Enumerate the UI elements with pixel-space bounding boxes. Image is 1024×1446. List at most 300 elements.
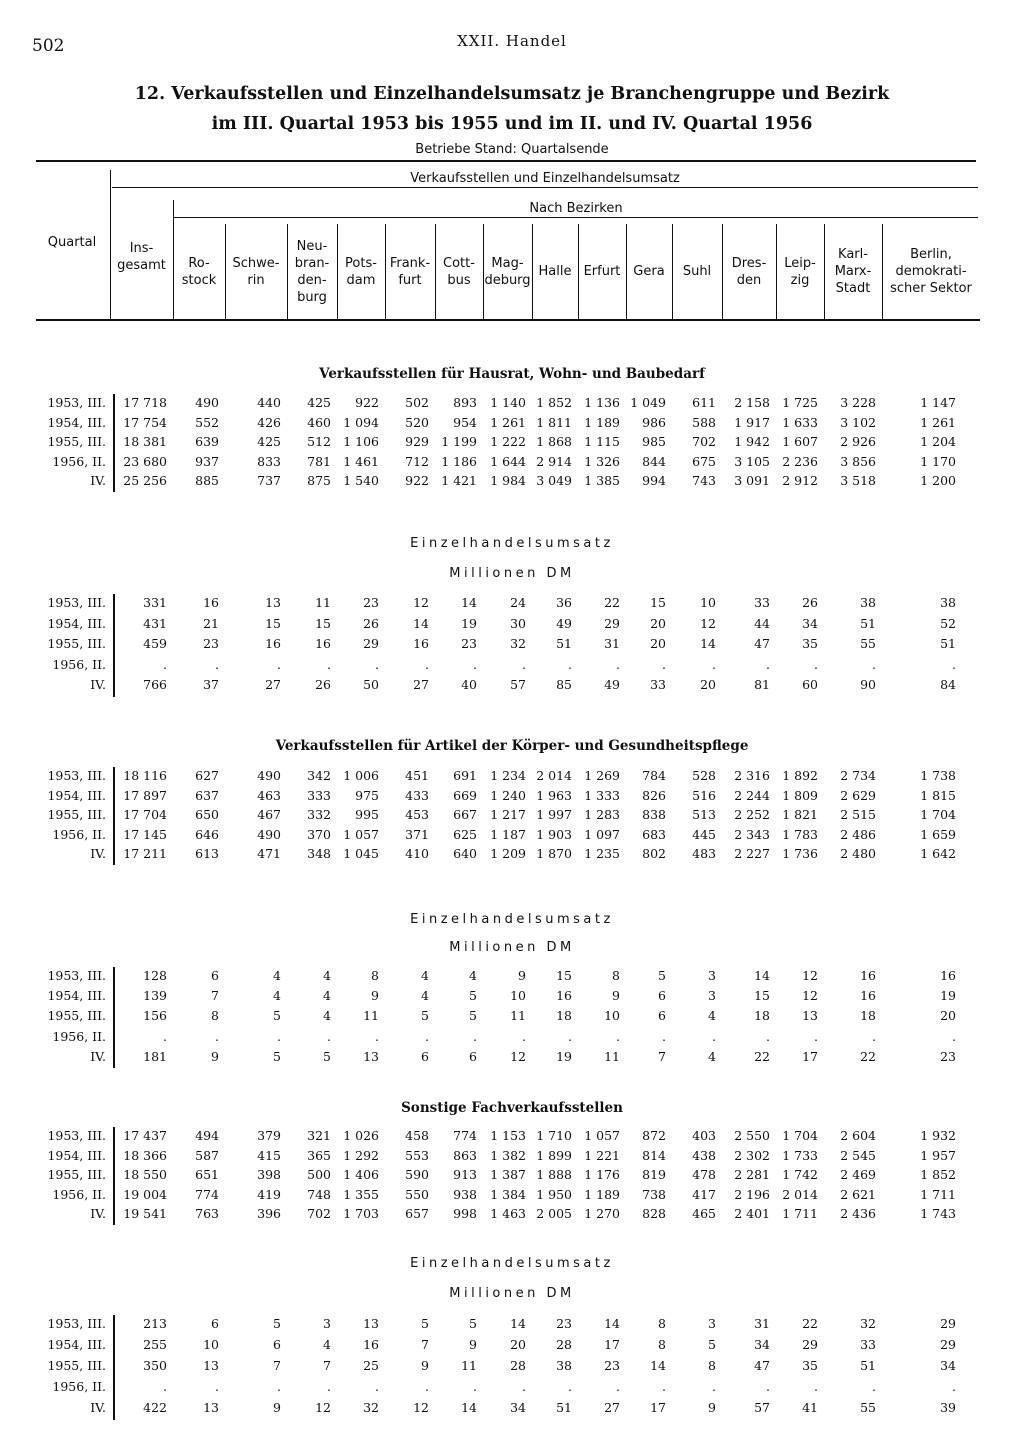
table-cell: 1 026: [343, 1128, 379, 1143]
table-cell: 13: [802, 1008, 818, 1024]
table-cell: 9: [612, 988, 620, 1004]
table-cell: 1 704: [920, 807, 956, 822]
table-cell: 1 711: [782, 1206, 818, 1221]
table-cell: 2 014: [536, 768, 572, 783]
table-cell: 57: [754, 1400, 770, 1415]
table-cell: 8: [708, 1358, 716, 1373]
table-cell: 14: [510, 1316, 526, 1331]
table-cell: 1 917: [734, 414, 770, 430]
table-cell: 51: [556, 636, 572, 651]
table-cell: 23 680: [123, 453, 167, 469]
table-cell: 3: [708, 988, 716, 1004]
table-cell: 28: [510, 1358, 526, 1373]
table-cell: 1 261: [490, 414, 526, 430]
table-cell: 8: [658, 1337, 666, 1352]
table-cell: 431: [143, 615, 167, 631]
column-header: Suhl: [682, 264, 712, 279]
table-cell: 9: [273, 1400, 281, 1415]
table-cell: 19 004: [123, 1186, 167, 1202]
table-cell: 12: [802, 968, 818, 983]
table-cell: 17: [604, 1337, 620, 1352]
table-cell: 1 136: [584, 395, 620, 410]
table-cell: 3 105: [734, 453, 770, 469]
table-cell: 38: [860, 595, 876, 610]
table-cell: 875: [307, 473, 331, 488]
table-cell: 35: [802, 636, 818, 651]
table-cell: .: [766, 1379, 770, 1394]
table-cell: 1 703: [343, 1206, 379, 1221]
table-cell: 550: [405, 1186, 429, 1202]
section-unit: Millionen DM: [449, 566, 575, 581]
table-cell: 9: [518, 968, 526, 983]
row-label: 1955, III.: [47, 636, 106, 651]
table-cell: 20: [700, 677, 716, 692]
table-cell: 3 049: [536, 473, 572, 488]
table-cell: 781: [307, 453, 331, 469]
table-cell: 34: [802, 615, 818, 631]
table-cell: 640: [453, 846, 477, 861]
table-cell: 1 461: [343, 453, 379, 469]
table-cell: 6: [421, 1048, 429, 1064]
table-cell: 8: [612, 968, 620, 983]
table-cell: 5: [421, 1008, 429, 1024]
table-cell: 13: [265, 595, 281, 610]
table-cell: 31: [604, 636, 620, 651]
table-cell: 5: [421, 1316, 429, 1331]
table-cell: 4: [708, 1008, 716, 1024]
table-cell: 15: [315, 615, 331, 631]
table-cell: .: [814, 1028, 818, 1044]
table-cell: .: [425, 1028, 429, 1044]
table-cell: 9: [708, 1400, 716, 1415]
table-cell: 826: [642, 787, 666, 803]
table-cell: 350: [143, 1358, 167, 1373]
table-cell: 60: [802, 677, 818, 692]
table-cell: 90: [860, 677, 876, 692]
table-cell: 5: [323, 1048, 331, 1064]
table-cell: 463: [257, 787, 281, 803]
table-cell: .: [712, 1379, 716, 1394]
table-cell: 425: [257, 434, 281, 449]
table-cell: .: [662, 656, 666, 672]
table-cell: 403: [692, 1128, 716, 1143]
table-cell: 18 381: [123, 434, 167, 449]
table-cell: 1 292: [343, 1147, 379, 1163]
table-cell: 5: [469, 988, 477, 1004]
table-cell: 1 984: [490, 473, 526, 488]
table-cell: 774: [195, 1186, 219, 1202]
table-cell: 22: [802, 1316, 818, 1331]
row-label: 1954, III.: [47, 988, 106, 1004]
table-cell: 20: [650, 636, 666, 651]
table-cell: 17 211: [123, 846, 167, 861]
table-cell: 1 633: [782, 414, 818, 430]
table-cell: 743: [692, 473, 716, 488]
table-cell: 1 957: [920, 1147, 956, 1163]
table-cell: 611: [692, 395, 716, 410]
table-cell: 12: [413, 595, 429, 610]
row-label: 1956, II.: [52, 656, 106, 672]
table-cell: 590: [405, 1167, 429, 1182]
table-cell: 3 228: [840, 395, 876, 410]
table-cell: 18: [556, 1008, 572, 1024]
table-cell: .: [215, 1028, 219, 1044]
table-cell: 35: [802, 1358, 818, 1373]
table-cell: 15: [754, 988, 770, 1004]
table-cell: 8: [211, 1008, 219, 1024]
table-cell: 1 809: [782, 787, 818, 803]
table-cell: 669: [453, 787, 477, 803]
table-cell: 4: [421, 968, 429, 983]
table-cell: 23: [203, 636, 219, 651]
table-cell: .: [662, 1028, 666, 1044]
header-group-rule: [112, 187, 978, 188]
column-header: Ro- stock: [181, 255, 217, 288]
table-cell: 2 005: [536, 1206, 572, 1221]
table-cell: 438: [692, 1147, 716, 1163]
table-cell: .: [766, 1028, 770, 1044]
table-cell: 528: [692, 768, 716, 783]
row-label: 1955, III.: [47, 1358, 106, 1373]
table-cell: 467: [257, 807, 281, 822]
table-cell: .: [375, 1028, 379, 1044]
table-cell: 17 897: [123, 787, 167, 803]
table-cell: 7: [323, 1358, 331, 1373]
table-cell: 702: [307, 1206, 331, 1221]
table-cell: .: [327, 656, 331, 672]
table-cell: .: [872, 1028, 876, 1044]
table-cell: 844: [642, 453, 666, 469]
table-cell: 494: [195, 1128, 219, 1143]
table-cell: 29: [940, 1316, 956, 1331]
table-subtitle: Betriebe Stand: Quartalsende: [415, 142, 609, 157]
table-cell: 1 326: [584, 453, 620, 469]
table-cell: 55: [860, 636, 876, 651]
row-label: 1954, III.: [47, 1337, 106, 1352]
table-cell: 1 269: [584, 768, 620, 783]
table-cell: 6: [658, 1008, 666, 1024]
table-cell: 10: [604, 1008, 620, 1024]
table-cell: 1 710: [536, 1128, 572, 1143]
table-cell: .: [163, 1379, 167, 1394]
table-cell: 9: [469, 1337, 477, 1352]
table-cell: 2 914: [536, 453, 572, 469]
table-cell: 451: [405, 768, 429, 783]
table-cell: .: [473, 1379, 477, 1394]
table-cell: 1 057: [343, 826, 379, 842]
table-cell: 23: [461, 636, 477, 651]
table-cell: 26: [802, 595, 818, 610]
table-cell: 15: [650, 595, 666, 610]
table-cell: 3 856: [840, 453, 876, 469]
table-cell: 2 486: [840, 826, 876, 842]
table-cell: 156: [143, 1008, 167, 1024]
table-cell: 872: [642, 1128, 666, 1143]
table-cell: 11: [315, 595, 331, 610]
table-cell: 14: [604, 1316, 620, 1331]
row-label: 1956, II.: [52, 1186, 106, 1202]
table-cell: 44: [754, 615, 770, 631]
table-cell: 650: [195, 807, 219, 822]
table-cell: 9: [371, 988, 379, 1004]
table-cell: 5: [273, 1316, 281, 1331]
table-cell: .: [616, 1379, 620, 1394]
table-cell: 23: [363, 595, 379, 610]
table-cell: 737: [257, 473, 281, 488]
table-cell: 47: [754, 636, 770, 651]
table-cell: 814: [642, 1147, 666, 1163]
table-cell: .: [872, 656, 876, 672]
table-cell: 1 209: [490, 846, 526, 861]
table-cell: 3 518: [840, 473, 876, 488]
column-header: Cott- bus: [443, 255, 475, 288]
table-cell: 14: [650, 1358, 666, 1373]
table-cell: .: [616, 1028, 620, 1044]
table-cell: .: [568, 656, 572, 672]
row-label: 1953, III.: [47, 595, 106, 610]
table-cell: 18: [754, 1008, 770, 1024]
table-cell: 20: [650, 615, 666, 631]
section-unit: Millionen DM: [449, 1286, 575, 1301]
header-bezirke-rule: [173, 217, 978, 218]
table-cell: .: [522, 1379, 526, 1394]
table-cell: 17 145: [123, 826, 167, 842]
table-cell: 490: [195, 395, 219, 410]
table-cell: 1 187: [490, 826, 526, 842]
table-cell: 6: [658, 988, 666, 1004]
table-cell: 417: [692, 1186, 716, 1202]
table-cell: 25 256: [123, 473, 167, 488]
table-cell: 27: [604, 1400, 620, 1415]
row-label: 1955, III.: [47, 807, 106, 822]
table-cell: 16: [265, 636, 281, 651]
table-cell: 34: [940, 1358, 956, 1373]
table-cell: 29: [940, 1337, 956, 1352]
table-cell: 4: [323, 1008, 331, 1024]
column-header: Frank- furt: [389, 255, 431, 288]
table-cell: 1 176: [584, 1167, 620, 1182]
table-cell: 41: [802, 1400, 818, 1415]
table-cell: 1 736: [782, 846, 818, 861]
header-quartal: Quartal: [47, 234, 97, 250]
table-cell: 913: [453, 1167, 477, 1182]
table-cell: 11: [510, 1008, 526, 1024]
column-header: Erfurt: [583, 264, 621, 279]
section-title: Einzelhandelsumsatz: [410, 912, 614, 927]
table-title-line1: 12. Verkaufsstellen und Einzelhandelsumsatz je Branchengruppe und Bezirk: [134, 84, 890, 104]
table-cell: 16: [363, 1337, 379, 1352]
row-label: 1955, III.: [47, 434, 106, 449]
table-cell: 49: [604, 677, 620, 692]
table-cell: .: [814, 656, 818, 672]
row-label: 1954, III.: [47, 615, 106, 631]
table-cell: 1 385: [584, 473, 620, 488]
table-cell: 1 384: [490, 1186, 526, 1202]
table-cell: 10: [203, 1337, 219, 1352]
table-cell: .: [952, 1028, 956, 1044]
table-cell: 38: [940, 595, 956, 610]
table-cell: 748: [307, 1186, 331, 1202]
table-cell: 3: [708, 968, 716, 983]
table-cell: 11: [461, 1358, 477, 1373]
table-cell: 1 234: [490, 768, 526, 783]
table-cell: .: [473, 656, 477, 672]
table-cell: 1 221: [584, 1147, 620, 1163]
table-cell: 651: [195, 1167, 219, 1182]
table-cell: 1 932: [920, 1128, 956, 1143]
table-cell: 1 997: [536, 807, 572, 822]
header-bottom-rule: [36, 319, 980, 321]
table-cell: 1 170: [920, 453, 956, 469]
table-cell: 7: [421, 1337, 429, 1352]
table-cell: 22: [754, 1048, 770, 1064]
table-title-line2: im III. Quartal 1953 bis 1955 und im II. und IV. Quartal 1956: [211, 114, 813, 134]
table-cell: 19 541: [123, 1206, 167, 1221]
table-cell: 415: [257, 1147, 281, 1163]
table-cell: 2 604: [840, 1128, 876, 1143]
table-cell: 445: [692, 826, 716, 842]
table-cell: 465: [692, 1206, 716, 1221]
table-cell: .: [277, 1379, 281, 1394]
table-cell: 657: [405, 1206, 429, 1221]
table-cell: 471: [257, 846, 281, 861]
column-header: Halle: [538, 264, 572, 279]
table-cell: 19: [461, 615, 477, 631]
row-label: 1956, II.: [52, 453, 106, 469]
table-cell: 1 147: [920, 395, 956, 410]
table-cell: 1 199: [441, 434, 477, 449]
table-cell: 1 204: [920, 434, 956, 449]
table-cell: 500: [307, 1167, 331, 1182]
table-cell: .: [473, 1028, 477, 1044]
table-cell: 419: [257, 1186, 281, 1202]
table-cell: 39: [940, 1400, 956, 1415]
table-cell: 1 217: [490, 807, 526, 822]
table-cell: 17 437: [123, 1128, 167, 1143]
table-cell: 81: [754, 677, 770, 692]
table-cell: .: [215, 1379, 219, 1394]
table-cell: 1 963: [536, 787, 572, 803]
table-cell: 1 097: [584, 826, 620, 842]
table-cell: 2 236: [782, 453, 818, 469]
table-cell: 8: [371, 968, 379, 983]
table-cell: .: [662, 1379, 666, 1394]
table-cell: 40: [461, 677, 477, 692]
table-cell: 1 903: [536, 826, 572, 842]
table-cell: .: [163, 1028, 167, 1044]
table-cell: 16: [940, 968, 956, 983]
table-cell: 893: [453, 395, 477, 410]
table-cell: .: [163, 656, 167, 672]
column-header: Berlin, demokrati- scher Sektor: [890, 247, 972, 296]
table-cell: 1 540: [343, 473, 379, 488]
table-cell: 1 222: [490, 434, 526, 449]
table-cell: 8: [658, 1316, 666, 1331]
row-label: IV.: [90, 677, 106, 692]
table-cell: 683: [642, 826, 666, 842]
table-cell: 10: [700, 595, 716, 610]
table-cell: 774: [453, 1128, 477, 1143]
table-cell: 331: [143, 595, 167, 610]
table-cell: 213: [143, 1316, 167, 1331]
table-cell: 139: [143, 988, 167, 1004]
table-cell: 502: [405, 395, 429, 410]
table-cell: 513: [692, 807, 716, 822]
table-cell: 828: [642, 1206, 666, 1221]
table-cell: .: [425, 656, 429, 672]
table-cell: 20: [940, 1008, 956, 1024]
table-cell: 57: [510, 677, 526, 692]
table-cell: 16: [556, 988, 572, 1004]
table-cell: 2 550: [734, 1128, 770, 1143]
table-cell: 1 006: [343, 768, 379, 783]
table-cell: 51: [940, 636, 956, 651]
table-cell: 2 244: [734, 787, 770, 803]
table-cell: 512: [307, 434, 331, 449]
table-cell: 4: [273, 968, 281, 983]
table-cell: 702: [692, 434, 716, 449]
page-number: 502: [32, 36, 65, 56]
table-cell: 433: [405, 787, 429, 803]
table-cell: 14: [754, 968, 770, 983]
table-cell: 639: [195, 434, 219, 449]
table-cell: 16: [860, 968, 876, 983]
table-cell: 30: [510, 615, 526, 631]
table-cell: 51: [860, 615, 876, 631]
table-cell: 255: [143, 1337, 167, 1352]
table-cell: 19: [940, 988, 956, 1004]
row-label: 1953, III.: [47, 968, 106, 983]
table-cell: 1 644: [490, 453, 526, 469]
table-cell: 1 711: [920, 1186, 956, 1202]
table-cell: 2 316: [734, 768, 770, 783]
table-cell: 17 704: [123, 807, 167, 822]
table-cell: 5: [708, 1337, 716, 1352]
table-cell: 998: [453, 1206, 477, 1221]
table-cell: 2 014: [782, 1186, 818, 1202]
table-cell: 14: [461, 595, 477, 610]
table-cell: 12: [413, 1400, 429, 1415]
table-cell: .: [215, 656, 219, 672]
table-cell: 17: [650, 1400, 666, 1415]
table-cell: 370: [307, 826, 331, 842]
table-cell: 5: [658, 968, 666, 983]
table-cell: 410: [405, 846, 429, 861]
table-cell: 1 140: [490, 395, 526, 410]
table-cell: 7: [273, 1358, 281, 1373]
table-cell: 1 942: [734, 434, 770, 449]
table-cell: 371: [405, 826, 429, 842]
section-title: Verkaufsstellen für Hausrat, Wohn- und Baubedarf: [319, 366, 705, 382]
table-cell: 4: [421, 988, 429, 1004]
row-label: IV.: [90, 1206, 106, 1221]
table-cell: 18 550: [123, 1167, 167, 1182]
table-cell: 520: [405, 414, 429, 430]
table-cell: 29: [802, 1337, 818, 1352]
table-cell: 5: [273, 1048, 281, 1064]
table-cell: 833: [257, 453, 281, 469]
table-cell: .: [568, 1028, 572, 1044]
table-cell: 22: [860, 1048, 876, 1064]
table-cell: 333: [307, 787, 331, 803]
row-label: 1954, III.: [47, 1147, 106, 1163]
table-cell: 4: [323, 988, 331, 1004]
table-cell: 33: [860, 1337, 876, 1352]
table-cell: 14: [413, 615, 429, 631]
table-cell: 14: [700, 636, 716, 651]
table-cell: .: [327, 1028, 331, 1044]
table-cell: 784: [642, 768, 666, 783]
